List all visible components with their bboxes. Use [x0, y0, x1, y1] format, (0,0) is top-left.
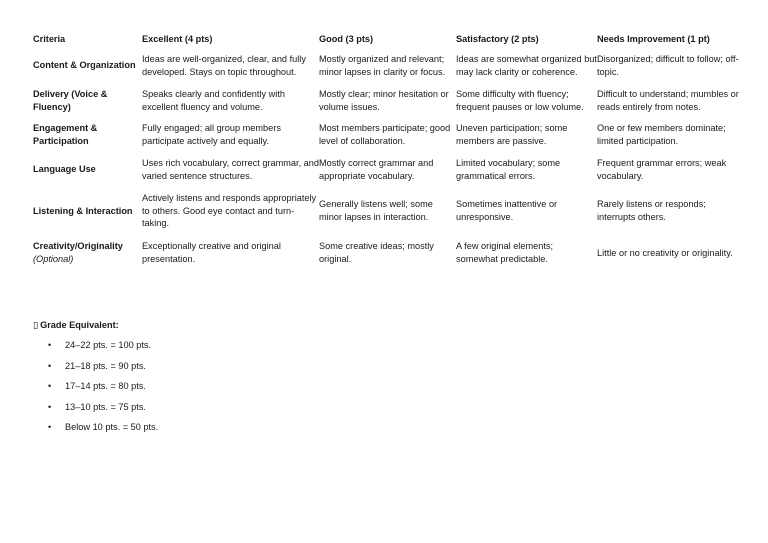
bullet-icon: • [48, 360, 52, 371]
good-cell: Some creative ideas; mostly original. [319, 241, 434, 264]
good-cell: Most members participate; good level of collaboration. [319, 123, 451, 146]
satisfactory-cell: Limited vocabulary; some grammatical errors. [456, 157, 561, 181]
needs-improvement-cell: One or few members dominate; limited participation. [597, 123, 726, 146]
header-good: Good (3 pts) [319, 33, 374, 44]
criterion-label: Creativity/Originality [33, 241, 123, 252]
good-cell: Mostly correct grammar and appropriate vocabulary. [319, 157, 434, 181]
criterion-cell: Delivery (Voice & Fluency) [33, 88, 108, 112]
optional-note: (Optional) [33, 254, 74, 264]
grade-item-text: 24–22 pts. = 100 pts. [65, 340, 152, 350]
grade-equivalent-section [33, 318, 158, 438]
good-cell: Mostly organized and relevant; minor lapses in clarity or focus. [319, 53, 446, 77]
header-criteria: Criteria [33, 33, 66, 44]
list-item [33, 376, 158, 397]
grade-equivalent-title [33, 318, 158, 332]
grade-item-text: 13–10 pts. = 75 pts. [65, 401, 146, 412]
table-row [33, 235, 741, 271]
table-row [33, 83, 741, 118]
satisfactory-cell: Sometimes inattentive or unresponsive. [456, 199, 558, 222]
criterion-cell: Engagement & Participation [33, 123, 98, 146]
list-item [33, 397, 158, 418]
excellent-cell: Actively listens and responds appropriately to others. Good eye contact and turn-taking. [142, 193, 317, 229]
bullet-icon: • [48, 422, 52, 433]
table-row [33, 48, 741, 83]
good-cell: Mostly clear; minor hesitation or volume issues. [319, 88, 449, 112]
needs-improvement-cell: Difficult to understand; mumbles or reads entirely from notes. [597, 88, 739, 112]
good-cell: Generally listens well; some minor lapses in interaction. [319, 199, 433, 222]
header-satisfactory: Satisfactory (2 pts) [456, 33, 539, 44]
satisfactory-cell: Some difficulty with fluency; frequent pauses or low volume. [456, 88, 584, 112]
grade-list [33, 335, 158, 438]
grade-item-text: 21–18 pts. = 90 pts. [65, 360, 146, 371]
excellent-cell: Exceptionally creative and original presentation. [142, 241, 281, 264]
table-row [33, 187, 741, 235]
satisfactory-cell: Ideas are somewhat organized but may lack clarity or coherence. [456, 53, 597, 77]
criterion-cell [33, 235, 142, 271]
satisfactory-cell: Uneven participation; some members are passive. [456, 123, 568, 146]
bullet-icon: • [48, 401, 52, 412]
grade-title-text: Grade Equivalent: [40, 320, 119, 330]
criterion-cell: Listening & Interaction [33, 205, 133, 216]
table-row [33, 152, 741, 187]
table-row [33, 118, 741, 152]
bullet-icon: • [48, 381, 52, 392]
grade-item-text: 17–14 pts. = 80 pts. [65, 381, 146, 392]
excellent-cell: Uses rich vocabulary, correct grammar, and varied sentence structures. [142, 157, 320, 181]
excellent-cell: Speaks clearly and confidently with excellent fluency and volume. [142, 88, 285, 112]
excellent-cell: Fully engaged; all group members participate actively and equally. [142, 123, 281, 146]
criterion-cell: Content & Organization [33, 60, 136, 71]
bullet-icon: • [48, 340, 52, 350]
rubric-table [33, 30, 741, 271]
criterion-cell: Language Use [33, 164, 96, 175]
checkbox-glyph-icon: ▯ [33, 320, 39, 330]
needs-improvement-cell: Disorganized; difficult to follow; off-topic. [597, 53, 739, 77]
excellent-cell: Ideas are well-organized, clear, and fully developed. Stays on topic throughout. [142, 53, 306, 77]
rubric-header-row [33, 30, 741, 48]
header-needs-improvement: Needs Improvement (1 pt) [597, 33, 710, 44]
grade-item-text: Below 10 pts. = 50 pts. [65, 422, 159, 433]
needs-improvement-cell: Frequent grammar errors; weak vocabulary. [597, 157, 727, 181]
needs-improvement-cell: Little or no creativity or originality. [597, 247, 733, 258]
list-item [33, 417, 158, 438]
list-item [33, 356, 158, 377]
list-item [33, 335, 158, 356]
needs-improvement-cell: Rarely listens or responds; interrupts others. [597, 199, 706, 222]
header-excellent: Excellent (4 pts) [142, 33, 213, 44]
satisfactory-cell: A few original elements; somewhat predictable. [456, 241, 554, 264]
